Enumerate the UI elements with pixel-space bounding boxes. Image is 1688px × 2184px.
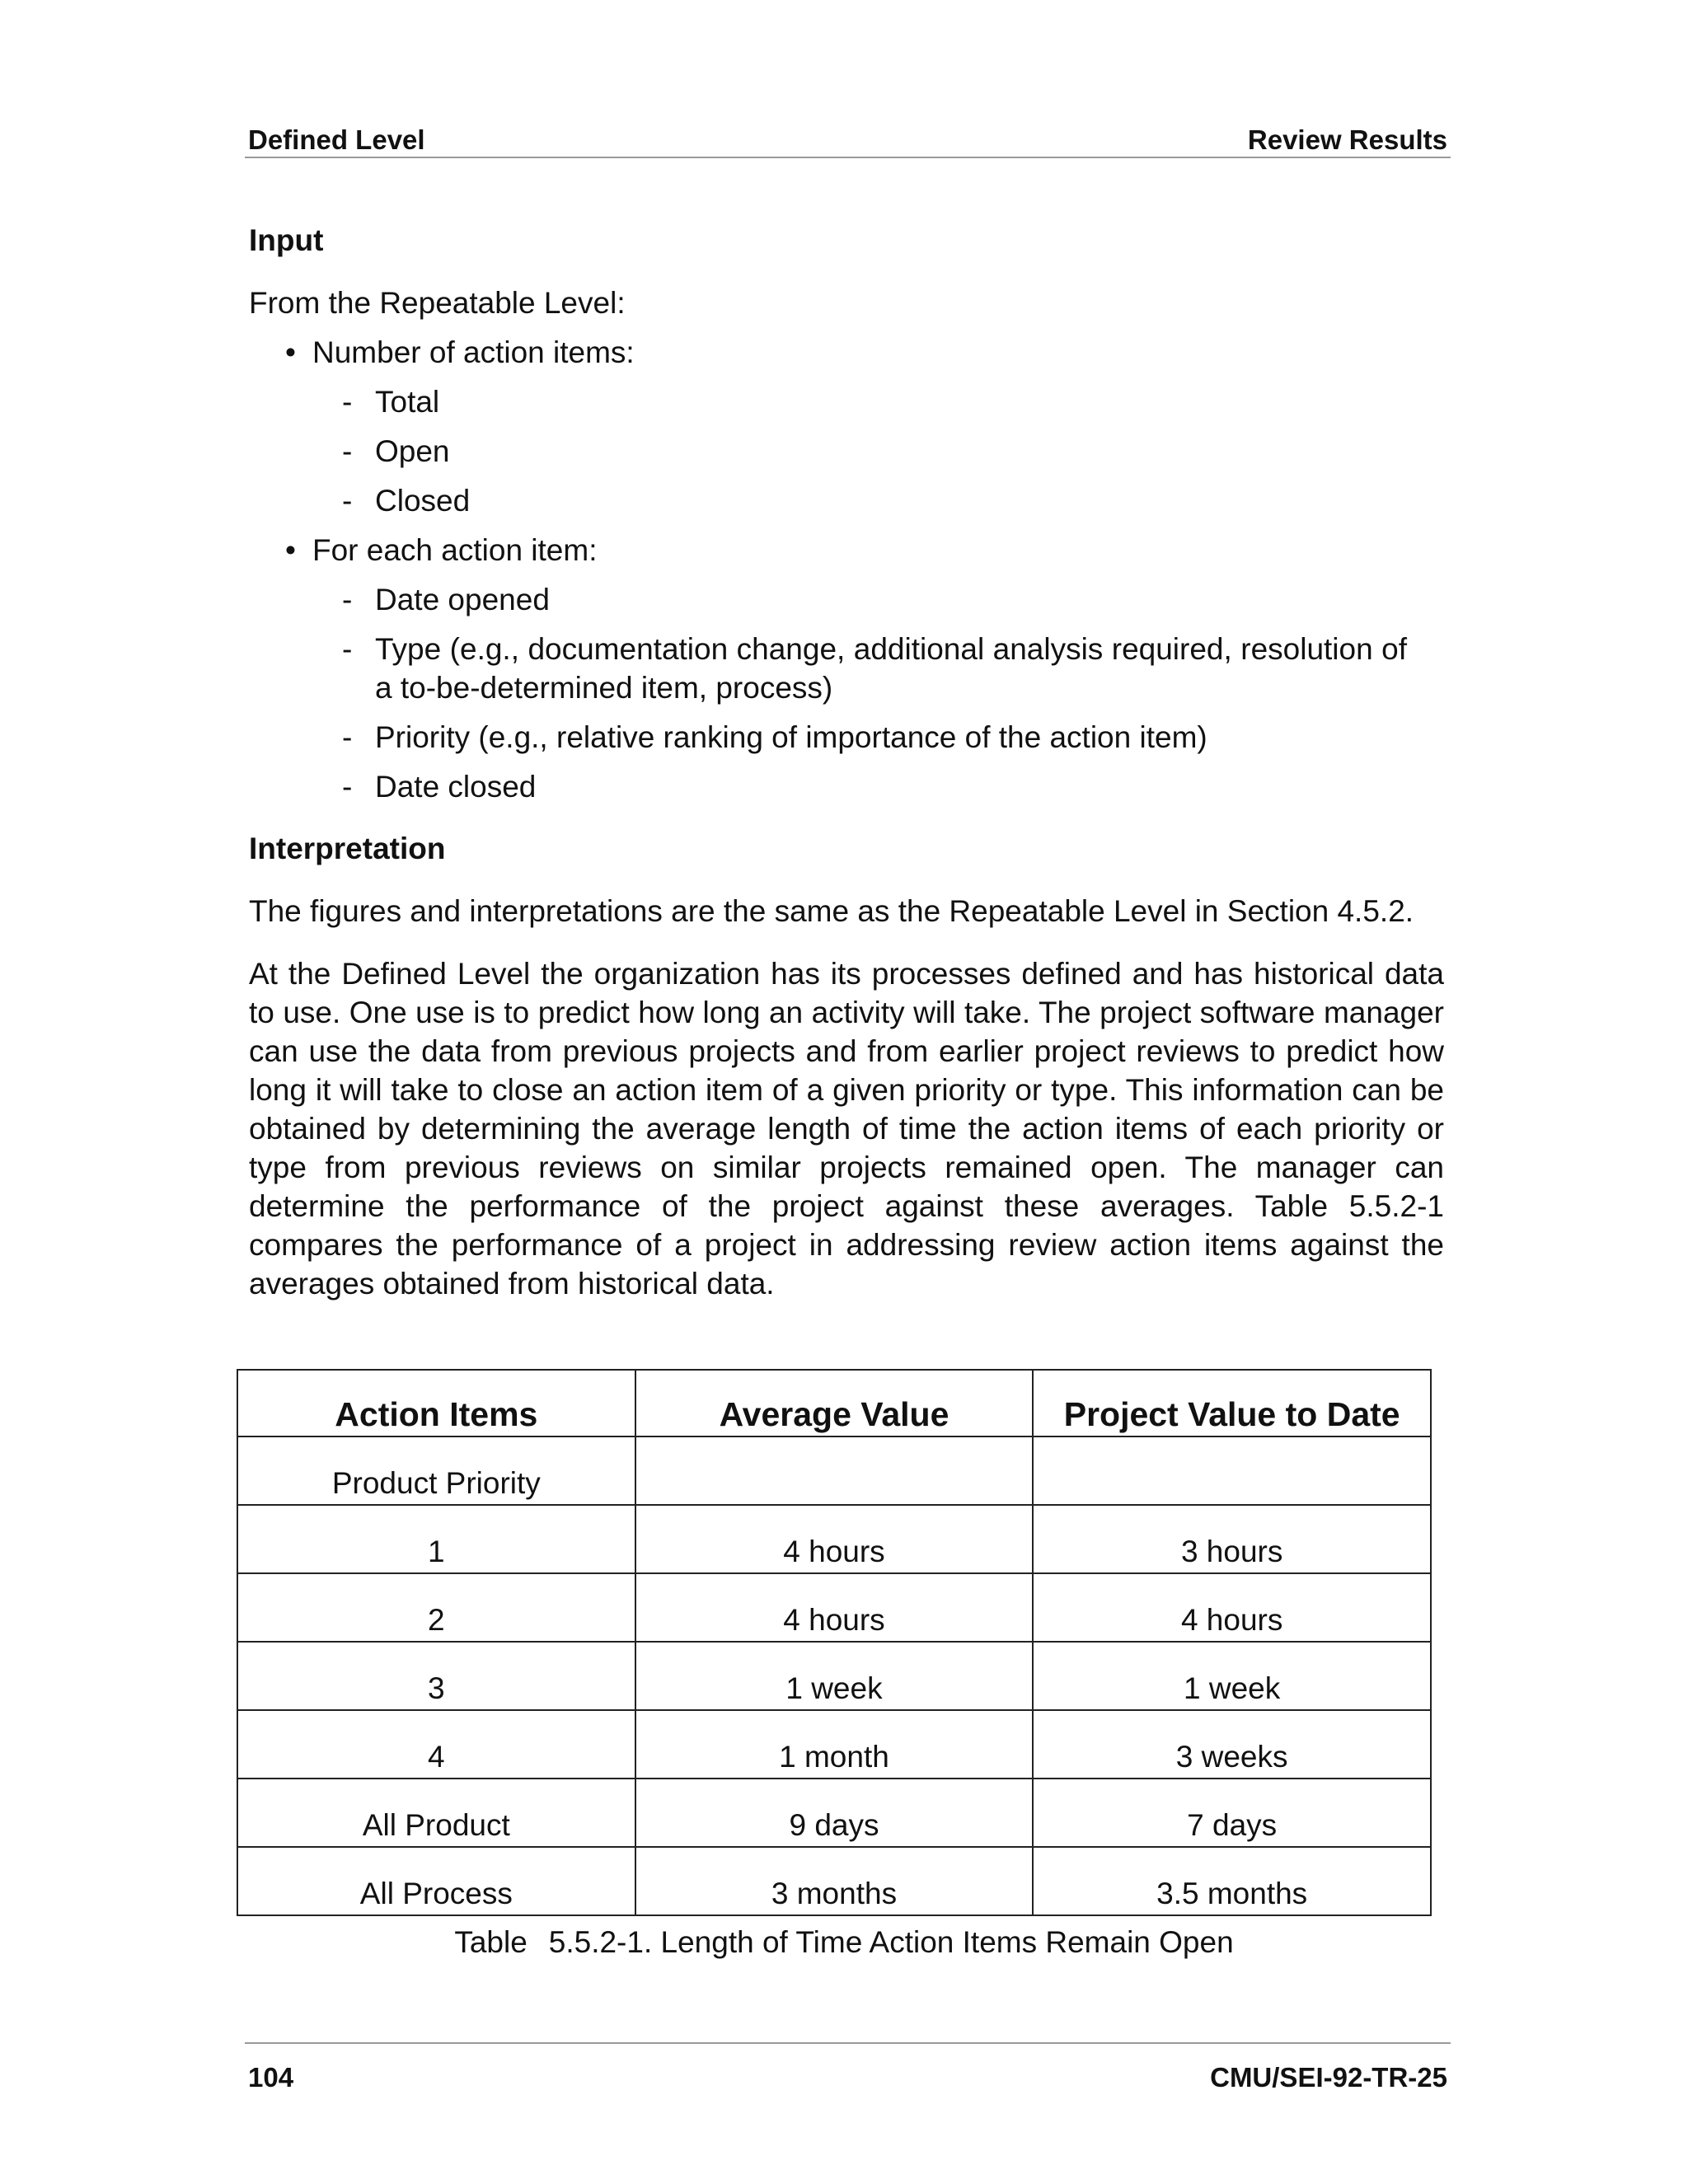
- table-cell: [635, 1436, 1034, 1505]
- column-header: Action Items: [237, 1370, 635, 1436]
- bullet-label: For each action item:: [312, 533, 598, 567]
- table-cell: 3.5 months: [1033, 1847, 1431, 1915]
- interpretation-para-1: The figures and interpretations are the same as the Repeatable Level in Section 4.5.2.: [249, 894, 1414, 928]
- table-cell: 3: [237, 1642, 635, 1710]
- table-cell: 4 hours: [635, 1573, 1034, 1642]
- sub-list: [312, 580, 1444, 806]
- table-cell: 1: [237, 1505, 635, 1573]
- sub-item: - Type (e.g., documentation change, additional analysis required, resolution of a to-be-determined item, process): [312, 630, 1444, 707]
- column-header: Average Value: [635, 1370, 1034, 1436]
- page-body: [249, 221, 1444, 1303]
- sub-item: - Priority (e.g., relative ranking of importance of the action item): [312, 718, 1444, 757]
- caption-prefix: Table: [454, 1925, 528, 1959]
- table-cell: [1033, 1436, 1431, 1505]
- table-cell: Product Priority: [237, 1436, 635, 1505]
- table-caption: [0, 1925, 1688, 1960]
- input-heading: Input: [249, 223, 324, 257]
- caption-text: 5.5.2-1. Length of Time Action Items Remain Open: [548, 1925, 1234, 1959]
- table-row: [237, 1779, 1431, 1847]
- table-cell: 3 hours: [1033, 1505, 1431, 1573]
- sub-item: - Open: [312, 432, 1444, 471]
- sub-item: - Total: [312, 382, 1444, 421]
- table-cell: 3 weeks: [1033, 1710, 1431, 1779]
- table-cell: 9 days: [635, 1779, 1034, 1847]
- sub-item: - Date opened: [312, 580, 1444, 619]
- table-header-row: [237, 1370, 1431, 1436]
- page-footer: [245, 2042, 1451, 2093]
- table-cell: 1 week: [1033, 1642, 1431, 1710]
- table-cell: 3 months: [635, 1847, 1034, 1915]
- table-row: [237, 1505, 1431, 1573]
- table-row: [237, 1710, 1431, 1779]
- table-cell: 4 hours: [635, 1505, 1034, 1573]
- table-row: [237, 1642, 1431, 1710]
- action-items-table: [237, 1369, 1432, 1916]
- report-id: CMU/SEI-92-TR-25: [1210, 2062, 1447, 2093]
- interpretation-para-2: At the Defined Level the organization has its processes defined and has historical data to use. One use is to predict how long an activity will take. The project software manager can use the data from previous projects and from earlier project reviews to predict how long it will take to close an action item of a given priority or type. This information can be obtained by determining the average length of time the action items of each priority or type from previous reviews on similar projects remained open. The manager can determine the performance of the project against these averages. Table 5.5.2-1 compares the performance of a project in addressing review action items against the averages obtained from historical data.: [249, 957, 1444, 1301]
- column-header: Project Value to Date: [1033, 1370, 1431, 1436]
- sub-item: - Closed: [312, 481, 1444, 520]
- sub-item: - Date closed: [312, 767, 1444, 806]
- table-cell: 1 month: [635, 1710, 1034, 1779]
- sub-list: [312, 382, 1444, 520]
- page-header: [245, 122, 1451, 158]
- interpretation-heading: Interpretation: [249, 832, 446, 865]
- table-row: [237, 1847, 1431, 1915]
- bullet-item: [249, 333, 1444, 520]
- input-bullet-list: [249, 333, 1444, 806]
- table-cell: All Product: [237, 1779, 635, 1847]
- table-cell: All Process: [237, 1847, 635, 1915]
- input-intro: From the Repeatable Level:: [249, 286, 626, 320]
- header-chapter-title: Review Results: [1247, 124, 1447, 155]
- table-cell: 4 hours: [1033, 1573, 1431, 1642]
- bullet-label: Number of action items:: [312, 335, 635, 369]
- table-row: [237, 1436, 1431, 1505]
- table-cell: 2: [237, 1573, 635, 1642]
- table-cell: 4: [237, 1710, 635, 1779]
- bullet-item: [249, 531, 1444, 806]
- header-section-title: Defined Level: [248, 124, 425, 155]
- table-cell: 7 days: [1033, 1779, 1431, 1847]
- table-row: [237, 1573, 1431, 1642]
- page-number: 104: [248, 2062, 294, 2093]
- table-cell: 1 week: [635, 1642, 1034, 1710]
